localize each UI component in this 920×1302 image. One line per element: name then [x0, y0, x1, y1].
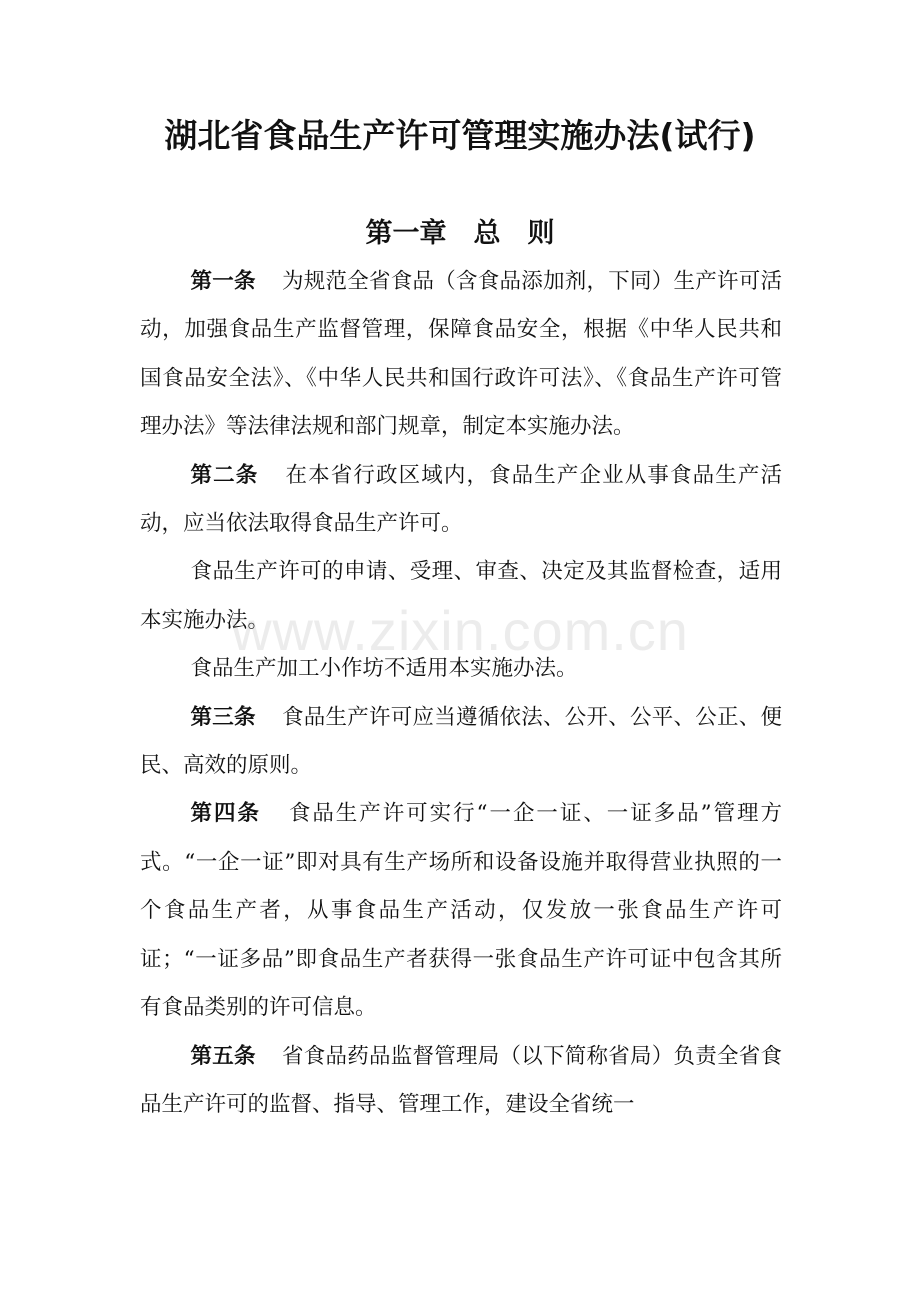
article-label: 第五条	[190, 1043, 256, 1069]
paragraph	[140, 548, 782, 645]
paragraph-text: 食品生产加工小作坊不适用本实施办法。	[190, 656, 578, 682]
paragraph-text: 食品生产许可的申请、受理、审查、决定及其监督检查，适用本实施办法。	[140, 559, 782, 633]
article-text: 食品生产许可实行“一企一证、一证多品”管理方式。“一企一证”即对具有生产场所和设备设施并取得营业执照的一个食品生产者，从事食品生产活动，仅发放一张食品生产许可证；“一证多品”即食品生产者获得一张食品生产许可证中包含其所有食品类别的许可信息。	[140, 801, 782, 1021]
article-text: 为规范全省食品（含食品添加剂，下同）生产许可活动，加强食品生产监督管理，保障食品安全，根据《中华人民共和国食品安全法》、《中华人民共和国行政许可法》、《食品生产许可管理办法》等法律法规和部门规章，制定本实施办法。	[140, 269, 782, 440]
chapter-number: 第一章	[365, 218, 447, 249]
article-text: 食品生产许可应当遵循依法、公开、公平、公正、便民、高效的原则。	[140, 704, 782, 779]
document-title: 湖北省食品生产许可管理实施办法(试行)	[164, 116, 756, 155]
article-text: 省食品药品监督管理局（以下简称省局）负责全省食品生产许可的监督、指导、管理工作，建设全省统一	[140, 1043, 782, 1117]
article-4	[140, 790, 782, 1032]
chapter-title-part1: 总	[473, 218, 501, 249]
article-label: 第二条	[190, 462, 259, 488]
article-3	[140, 694, 782, 791]
chapter-heading	[0, 210, 920, 258]
article-label: 第三条	[190, 704, 256, 730]
article-text: 在本省行政区域内，食品生产企业从事食品生产活动，应当依法取得食品生产许可。	[140, 462, 782, 537]
article-1	[140, 258, 782, 452]
article-2	[140, 452, 782, 549]
chapter-title-part2: 则	[527, 218, 555, 249]
article-label: 第四条	[190, 801, 261, 827]
document-body	[140, 258, 782, 1129]
watermark: www.zixin.com.cn	[231, 599, 689, 662]
paragraph	[140, 645, 782, 693]
article-5	[140, 1033, 782, 1130]
article-label: 第一条	[190, 269, 256, 294]
